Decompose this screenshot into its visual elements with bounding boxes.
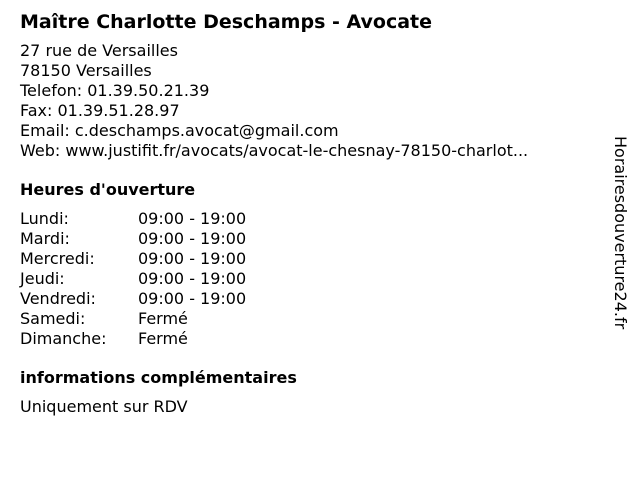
hours-day-label: Dimanche: bbox=[20, 329, 107, 348]
hours-day-label: Mercredi: bbox=[20, 249, 95, 268]
fax-number: Fax: 01.39.51.28.97 bbox=[20, 101, 180, 120]
site-watermark: Horairesdouverture24.fr bbox=[611, 136, 630, 330]
hours-day-label: Mardi: bbox=[20, 229, 70, 248]
hours-time-value: 09:00 - 19:00 bbox=[138, 269, 247, 288]
hours-day-label: Lundi: bbox=[20, 209, 69, 228]
business-card bbox=[20, 9, 600, 417]
website-link[interactable]: Web: www.justifit.fr/avocats/avocat-le-chesnay-78150-charlot... bbox=[20, 141, 529, 160]
hours-row-saturday bbox=[20, 309, 600, 329]
additional-info-text: Uniquement sur RDV bbox=[20, 397, 188, 416]
hours-row-monday bbox=[20, 209, 600, 229]
hours-time-value: Fermé bbox=[138, 329, 188, 348]
hours-row-wednesday bbox=[20, 249, 600, 269]
hours-day-label: Samedi: bbox=[20, 309, 86, 328]
hours-day-label: Jeudi: bbox=[20, 269, 65, 288]
hours-row-thursday bbox=[20, 269, 600, 289]
email-address: Email: c.deschamps.avocat@gmail.com bbox=[20, 121, 339, 140]
additional-info-heading: informations complémentaires bbox=[20, 368, 297, 387]
hours-time-value: 09:00 - 19:00 bbox=[138, 289, 247, 308]
opening-hours-heading: Heures d'ouverture bbox=[20, 180, 196, 199]
phone-number: Telefon: 01.39.50.21.39 bbox=[20, 81, 210, 100]
hours-time-value: 09:00 - 19:00 bbox=[138, 209, 247, 228]
address-street: 27 rue de Versailles bbox=[20, 41, 178, 60]
hours-row-sunday bbox=[20, 329, 600, 349]
business-title: Maître Charlotte Deschamps - Avocate bbox=[20, 11, 433, 33]
opening-hours-table bbox=[20, 209, 600, 349]
address-city: 78150 Versailles bbox=[20, 61, 152, 80]
hours-row-tuesday bbox=[20, 229, 600, 249]
hours-time-value: 09:00 - 19:00 bbox=[138, 249, 247, 268]
hours-day-label: Vendredi: bbox=[20, 289, 96, 308]
hours-time-value: Fermé bbox=[138, 309, 188, 328]
contact-block bbox=[20, 41, 600, 161]
hours-row-friday bbox=[20, 289, 600, 309]
hours-time-value: 09:00 - 19:00 bbox=[138, 229, 247, 248]
